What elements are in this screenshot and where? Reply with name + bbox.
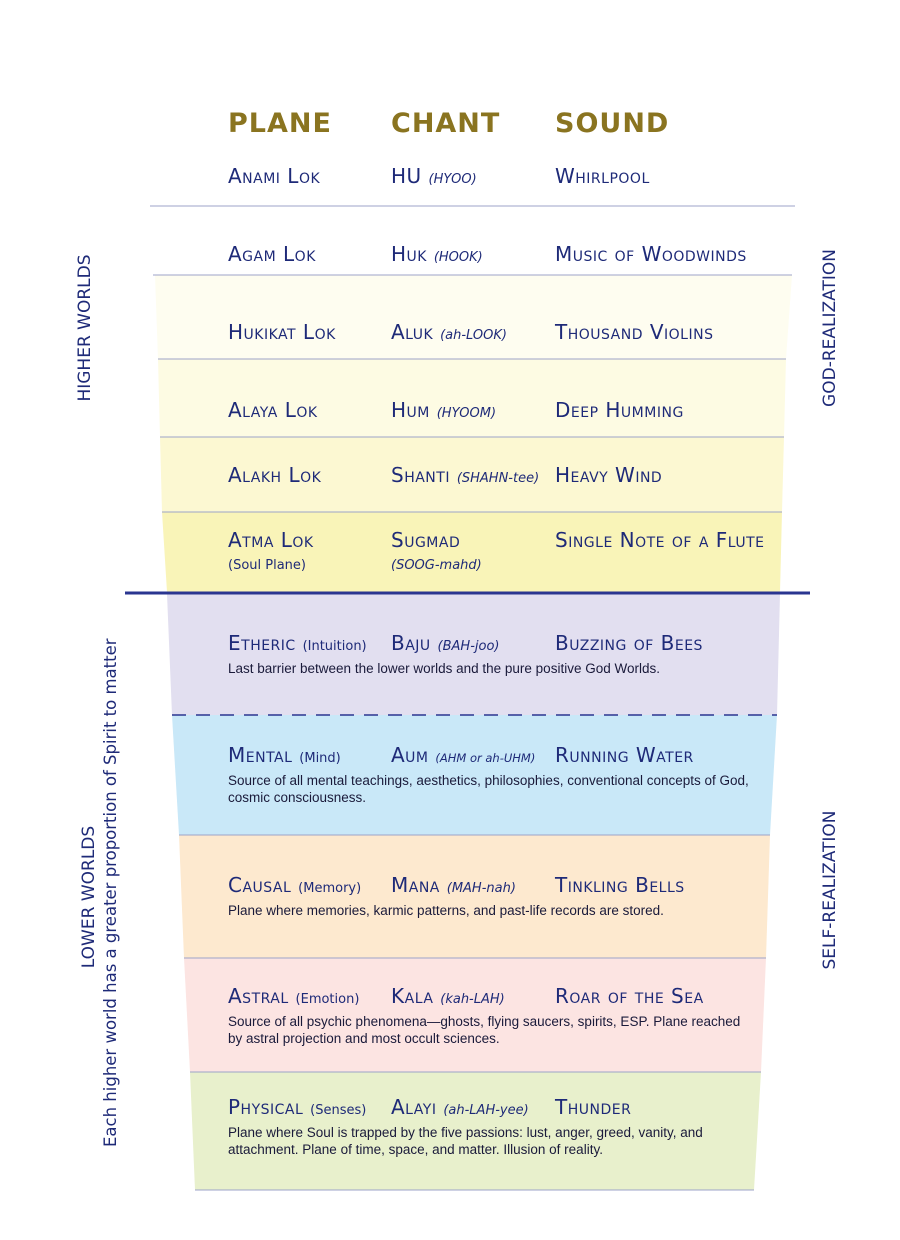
header-chant: CHANT — [391, 108, 501, 139]
header-plane: PLANE — [228, 108, 332, 139]
chant-name: Huk — [391, 242, 427, 266]
sound-name: Whirlpool — [555, 164, 650, 188]
self-realization-label: SELF-REALIZATION — [820, 810, 840, 970]
chant-cell — [391, 873, 516, 897]
god-realization-label: GOD-REALIZATION — [820, 249, 840, 407]
chant-name: Aum — [391, 743, 429, 767]
sound-name: Tinkling Bells — [555, 873, 685, 897]
plane-name: Mental — [228, 743, 293, 767]
chant-pronunciation: (MAH-nah) — [446, 881, 516, 896]
chant-cell — [391, 1095, 529, 1119]
plane-name: Astral — [228, 984, 289, 1008]
plane-name: Etheric — [228, 631, 296, 655]
plane-description: Source of all psychic phenomena—ghosts, flying saucers, spirits, ESP. Plane reached by astral projection and most occult sciences. — [228, 1014, 741, 1046]
chant-pronunciation: (kah-LAH) — [440, 992, 505, 1007]
chant-name: Alayi — [391, 1095, 437, 1119]
sound-name: Buzzing of Bees — [555, 631, 703, 655]
chant-cell — [391, 164, 477, 188]
chant-cell — [391, 398, 496, 422]
chant-pronunciation: (BAH-joo) — [437, 639, 500, 654]
chant-pronunciation: (HYOOM) — [436, 406, 497, 421]
sound-name: Music of Woodwinds — [555, 242, 747, 266]
header-sound: SOUND — [555, 108, 670, 139]
sound-name: Running Water — [555, 743, 694, 767]
chant-cell — [391, 984, 505, 1008]
plane-cell — [228, 984, 359, 1008]
plane-cell — [228, 873, 361, 897]
plane-description: Last barrier between the lower worlds and the pure positive God Worlds. — [228, 661, 660, 676]
chant-name: Baju — [391, 631, 431, 655]
band-atma — [162, 512, 782, 592]
chant-cell — [391, 463, 539, 487]
chant-cell — [391, 242, 483, 266]
chant-pronunciation: (AHM or ah-UHM) — [435, 751, 536, 765]
chant-name: Kala — [391, 984, 434, 1008]
chant-name: HU — [391, 164, 422, 188]
plane-note: (Senses) — [310, 1103, 367, 1118]
chant-name: Sugmad — [391, 528, 461, 552]
plane-cell — [228, 1095, 366, 1119]
chant-pronunciation: (HOOK) — [433, 250, 483, 265]
chant-name: Hum — [391, 398, 430, 422]
lower-worlds-note: Each higher world has a greater proportion of Spirit to matter — [101, 638, 120, 1147]
chant-pronunciation: (SHAHN-tee) — [456, 471, 540, 486]
plane-name: Causal — [228, 873, 292, 897]
plane-name: Atma Lok — [228, 528, 314, 552]
plane-note: (Intuition) — [302, 639, 367, 654]
plane-description: Plane where memories, karmic patterns, and past-life records are stored. — [228, 903, 664, 918]
sound-name: Single Note of a Flute — [555, 528, 765, 552]
lower-worlds-label-block — [78, 638, 122, 1147]
plane-note: (Memory) — [298, 881, 362, 896]
chant-name: Shanti — [391, 463, 450, 487]
chant-cell — [391, 743, 535, 767]
sound-name: Thunder — [555, 1095, 632, 1119]
chant-cell — [391, 320, 507, 344]
chant-name: Aluk — [391, 320, 434, 344]
plane-cell — [228, 631, 367, 655]
plane-note: (Soul Plane) — [228, 558, 306, 573]
chant-pronunciation: (ah-LAH-yee) — [443, 1103, 529, 1118]
plane-name: Hukikat Lok — [228, 320, 336, 344]
lower-worlds-label: LOWER WORLDS — [79, 825, 99, 969]
plane-note: (Emotion) — [295, 992, 360, 1007]
plane-name: Alakh Lok — [228, 463, 322, 487]
plane-cell — [228, 743, 341, 767]
sound-name: Roar of the Sea — [555, 984, 704, 1008]
higher-worlds-label: HIGHER WORLDS — [75, 254, 95, 402]
chant-name: Mana — [391, 873, 440, 897]
plane-note: (Mind) — [299, 751, 341, 766]
sound-name: Thousand Violins — [555, 320, 714, 344]
chant-pronunciation: (ah-LOOK) — [440, 328, 507, 343]
plane-name: Anami Lok — [228, 164, 321, 188]
chant-pronunciation: (SOOG-mahd) — [391, 558, 482, 573]
chant-pronunciation: (HYOO) — [428, 172, 477, 187]
chant-cell — [391, 631, 500, 655]
sound-name: Heavy Wind — [555, 463, 663, 487]
sound-name: Deep Humming — [555, 398, 684, 422]
plane-name: Agam Lok — [228, 242, 316, 266]
plane-description: Plane where Soul is trapped by the five passions: lust, anger, greed, vanity, and attachment. Plane of time, space, and matter. Illusion of reality. — [228, 1125, 703, 1157]
plane-name: Alaya Lok — [228, 398, 318, 422]
plane-description: Source of all mental teachings, aesthetics, philosophies, conventional concepts of God, cosmic consciousness. — [228, 773, 749, 805]
band-hukikat — [155, 275, 792, 359]
plane-name: Physical — [228, 1095, 304, 1119]
